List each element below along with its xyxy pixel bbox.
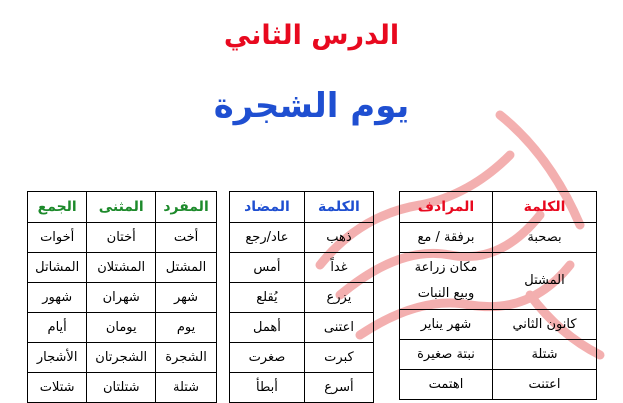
table-cell: يُقلع xyxy=(230,283,305,313)
table-cell: المشتل xyxy=(493,253,597,310)
table-row xyxy=(230,313,374,343)
main-title: يوم الشجرة xyxy=(213,86,410,126)
column-header: الكلمة xyxy=(304,192,373,223)
table-cell: أسرع xyxy=(304,373,373,403)
table-header-row xyxy=(28,192,217,223)
table-cell: شتلتان xyxy=(87,373,156,403)
column-header: المثنى xyxy=(87,192,156,223)
table-row xyxy=(28,283,217,313)
table-cell: بصحبة xyxy=(493,223,597,253)
table-cell: ذهب xyxy=(304,223,373,253)
table-cell: أخوات xyxy=(28,223,87,253)
table-row xyxy=(28,343,217,373)
table-cell: شهر يناير xyxy=(400,310,493,340)
synonyms-table xyxy=(399,191,597,400)
table-row xyxy=(400,223,597,253)
table-cell: أختان xyxy=(87,223,156,253)
table-cell: برفقة / مع xyxy=(400,223,493,253)
table-cell: اعتنت xyxy=(493,370,597,400)
column-header: المضاد xyxy=(230,192,305,223)
table-cell: شتلات xyxy=(28,373,87,403)
column-header: المرادف xyxy=(400,192,493,223)
lesson-title: الدرس الثاني xyxy=(223,20,400,51)
table-cell: أيام xyxy=(28,313,87,343)
table-row xyxy=(400,310,597,340)
table-cell: مكان زراعة وبيع النبات xyxy=(400,253,493,310)
table-cell: المشتل xyxy=(156,253,217,283)
table-header-row xyxy=(230,192,374,223)
singular-dual-plural-table xyxy=(27,191,217,403)
table-cell: شهر xyxy=(156,283,217,313)
table-row xyxy=(230,223,374,253)
table-cell: صغرت xyxy=(230,343,305,373)
table-row xyxy=(28,223,217,253)
antonyms-table xyxy=(229,191,374,403)
table-row xyxy=(28,373,217,403)
column-header: الجمع xyxy=(28,192,87,223)
column-header: المفرد xyxy=(156,192,217,223)
table-cell: كانون الثاني xyxy=(493,310,597,340)
table-row xyxy=(230,253,374,283)
table-cell: يزرع xyxy=(304,283,373,313)
table-cell: غداً xyxy=(304,253,373,283)
table-cell: كبرت xyxy=(304,343,373,373)
table-cell: شتلة xyxy=(156,373,217,403)
table-row xyxy=(28,253,217,283)
table-header-row xyxy=(400,192,597,223)
table-row xyxy=(230,373,374,403)
table-row xyxy=(400,370,597,400)
table-cell: الشجرتان xyxy=(87,343,156,373)
table-row xyxy=(230,343,374,373)
table-cell: المشتلان xyxy=(87,253,156,283)
column-header: الكلمة xyxy=(493,192,597,223)
table-row xyxy=(230,283,374,313)
table-cell: اعتنى xyxy=(304,313,373,343)
table-row xyxy=(400,253,597,310)
table-cell: شهران xyxy=(87,283,156,313)
table-cell: شهور xyxy=(28,283,87,313)
table-row xyxy=(28,313,217,343)
table-cell: أهمل xyxy=(230,313,305,343)
table-cell: يوم xyxy=(156,313,217,343)
table-cell: المشاتل xyxy=(28,253,87,283)
table-row xyxy=(400,340,597,370)
table-cell: أبطأ xyxy=(230,373,305,403)
table-cell: أخت xyxy=(156,223,217,253)
table-cell: الشجرة xyxy=(156,343,217,373)
table-cell: أمس xyxy=(230,253,305,283)
table-cell: يومان xyxy=(87,313,156,343)
table-cell: عاد/رجع xyxy=(230,223,305,253)
table-cell: شتلة xyxy=(493,340,597,370)
table-cell: الأشجار xyxy=(28,343,87,373)
table-cell: اهتمت xyxy=(400,370,493,400)
table-cell: نبتة صغيرة xyxy=(400,340,493,370)
